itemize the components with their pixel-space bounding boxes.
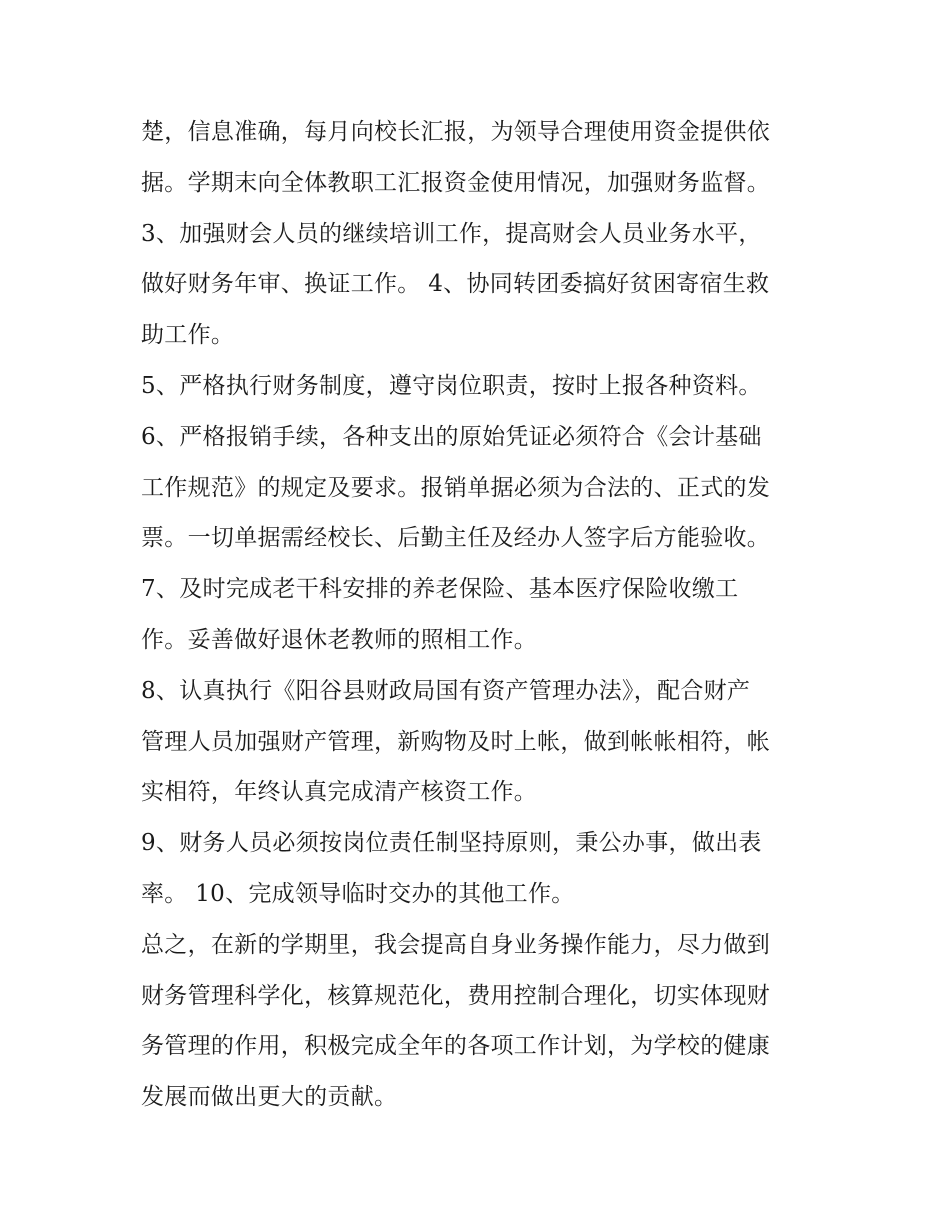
text-line: 9、财务人员必须按岗位责任制坚持原则，秉公办事，做出表 (141, 830, 762, 857)
text-line: 6、严格报销手续，各种支出的原始凭证必须符合《会计基础 (141, 423, 762, 450)
text-line: 3、加强财会人员的继续培训工作，提高财会人员业务水平， (141, 220, 762, 247)
text-line: 财务管理科学化，核算规范化，费用控制合理化，切实体现财 (141, 982, 771, 1009)
text-line: 发展而做出更大的贡献。 (141, 1084, 398, 1111)
text-line: 做好财务年审、换证工作。 4、协同转团委搞好贫困寄宿生救 (141, 271, 770, 298)
text-line: 8、认真执行《阳谷县财政局国有资产管理办法》，配合财产 (141, 677, 751, 704)
text-line: 作。妥善做好退休老教师的照相工作。 (141, 626, 538, 653)
text-line: 总之，在新的学期里，我会提高自身业务操作能力，尽力做到 (141, 931, 771, 958)
text-line: 票。一切单据需经校长、后勤主任及经办人签字后方能验收。 (141, 525, 771, 552)
text-line: 管理人员加强财产管理，新购物及时上帐，做到帐帐相符，帐 (141, 728, 771, 755)
text-line: 工作规范》的规定及要求。报销单据必须为合法的、正式的发 (141, 474, 771, 501)
text-line: 率。 10、完成领导临时交办的其他工作。 (141, 880, 575, 907)
document-body (141, 107, 821, 1123)
text-line: 楚，信息准确，每月向校长汇报，为领导合理使用资金提供依 (141, 119, 771, 145)
text-line: 7、及时完成老干科安排的养老保险、基本医疗保险收缴工 (141, 576, 739, 603)
text-line: 务管理的作用，积极完成全年的各项工作计划，为学校的健康 (141, 1033, 771, 1060)
text-line: 5、严格执行财务制度，遵守岗位职责，按时上报各种资料。 (141, 372, 762, 399)
text-line: 助工作。 (141, 322, 235, 349)
text-line: 据。学期末向全体教职工汇报资金使用情况，加强财务监督。 (141, 169, 771, 196)
text-line: 实相符，年终认真完成清产核资工作。 (141, 779, 538, 806)
